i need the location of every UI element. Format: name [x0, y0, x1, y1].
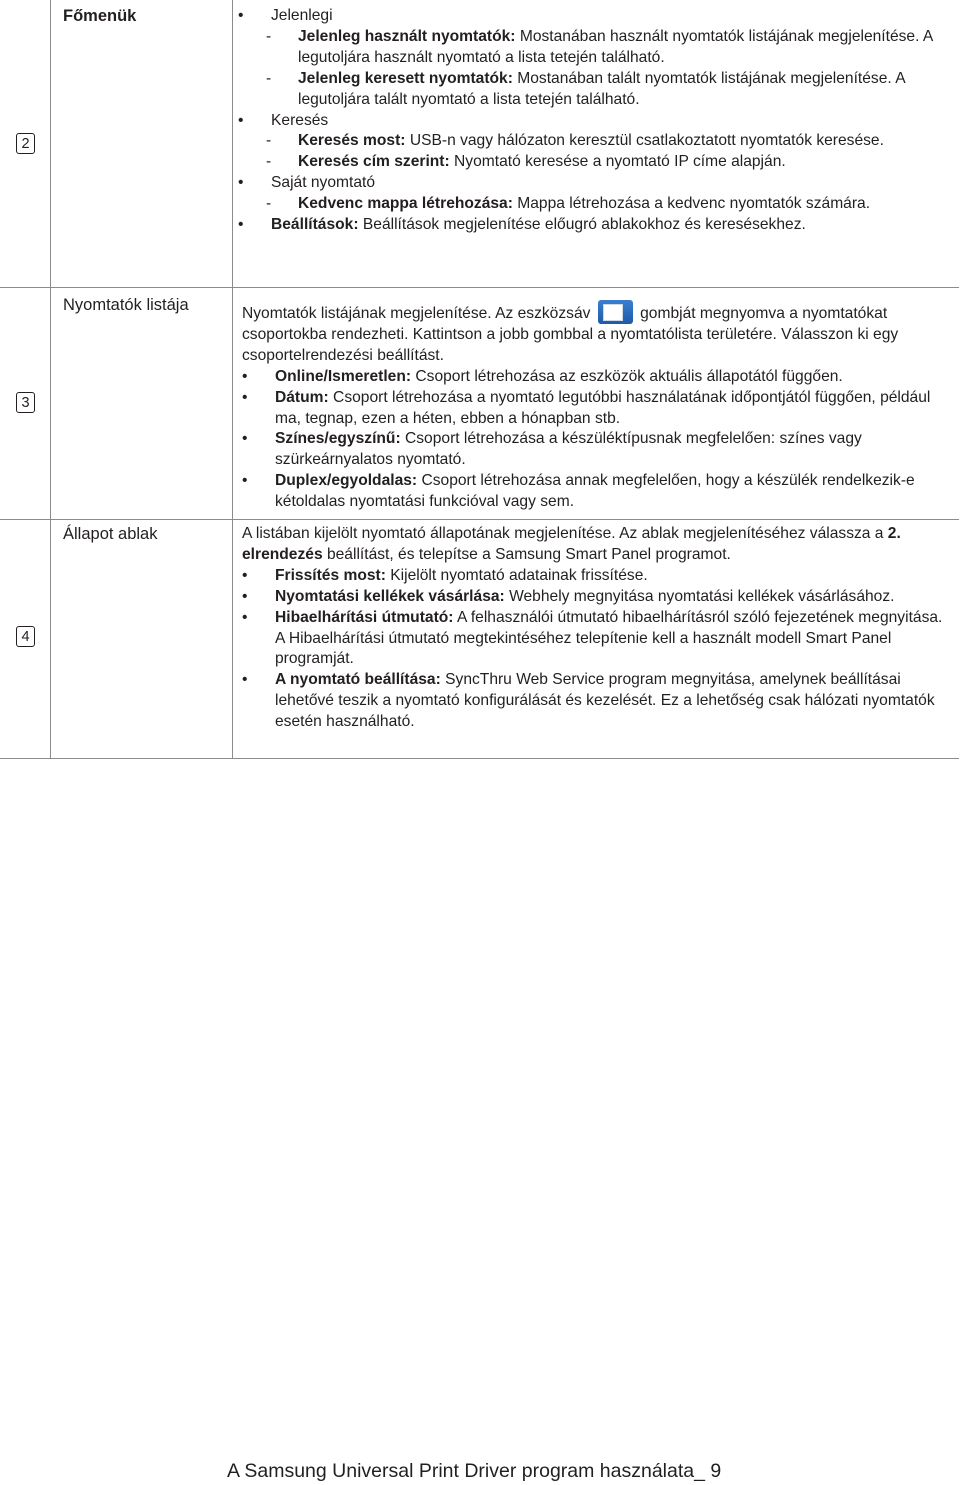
callout-number: 4 — [16, 626, 35, 647]
list-item: - Jelenleg használt nyomtatók: Mostanában használt nyomtatók listájának megjelenítése. A legutoljára használt nyomtató a lista tetején található. — [266, 27, 933, 66]
callout-number: 3 — [16, 392, 35, 413]
list-item: • Dátum: Csoport létrehozása a nyomtató legutóbbi használatának időpontjától függően, például ma, tegnap, ezen a héten, ebben a hónapban stb. — [242, 388, 954, 430]
list-item: - Jelenleg keresett nyomtatók: Mostanában talált nyomtatók listájának megjelenítése. A legutoljára talált nyomtató a lista tetején található. — [266, 69, 905, 108]
row-label: Állapot ablak — [63, 525, 158, 543]
list-item: - Keresés most: USB-n vagy hálózaton keresztül csatlakoztatott nyomtatók keresése. — [266, 132, 884, 150]
list-item: • Saját nyomtató — [238, 173, 950, 194]
list-item: • Duplex/egyoldalas: Csoport létrehozása annak megfelelően, hogy a készülék rendelkezik-e kétoldalas nyomtatási funkcióval vagy sem. — [242, 471, 954, 513]
row-content — [242, 524, 954, 733]
list-item: • Jelenlegi — [238, 6, 950, 27]
list-item: • Online/Ismeretlen: Csoport létrehozása az eszközök aktuális állapotától függően. — [242, 367, 954, 388]
page-footer: A Samsung Universal Print Driver program használata_ 9 — [227, 1460, 722, 1482]
list-item: • Beállítások: Beállítások megjelenítése előugró ablakokhoz és keresésekhez. — [238, 215, 950, 236]
list-item: • Nyomtatási kellékek vásárlása: Webhely megnyitása nyomtatási kellékek vásárlásához. — [242, 587, 954, 608]
row-label: Főmenük — [63, 7, 137, 25]
list-item: • Keresés — [238, 111, 950, 132]
list-item: - Kedvenc mappa létrehozása: Mappa létrehozása a kedvenc nyomtatók számára. — [266, 195, 871, 213]
row-content — [242, 300, 954, 513]
row-label: Nyomtatók listája — [63, 296, 189, 314]
intro-text: A listában kijelölt nyomtató állapotának megjelenítése. Az ablak megjelenítéséhez válassza a 2. elrendezés beállítást, és telepítse a Samsung Smart Panel programot. — [242, 525, 901, 563]
group-layout-icon — [598, 300, 633, 324]
intro-text: Nyomtatók listájának megjelenítése. Az eszközsáv gombját megnyomva a nyomtatókat csoportokba rendezheti. Kattintson a jobb gombbal a nyomtatólista területére. Válasszon ki egy csoportelrendezési beállítást. — [242, 300, 954, 367]
list-item: • Frissítés most: Kijelölt nyomtató adatainak frissítése. — [242, 566, 954, 587]
table-row — [0, 288, 959, 520]
table-row — [0, 520, 959, 759]
list-item: • A nyomtató beállítása: SyncThru Web Service program megnyitása, amelynek beállításai lehetővé teszik a nyomtató konfigurálását és kezelését. Ez a lehetőség csak hálózati nyomtatók esetén használható. — [242, 670, 954, 733]
list-item: • Színes/egyszínű: Csoport létrehozása a készüléktípusnak megfelelően: színes vagy szürkeárnyalatos nyomtató. — [242, 429, 954, 471]
table-row — [0, 0, 959, 288]
callout-number: 2 — [16, 133, 35, 154]
list-item: • Hibaelhárítási útmutató: A felhasználói útmutató hibaelhárításról szóló fejezetének megnyitása. A Hibaelhárítási útmutató megtekintéséhez telepítenie kell a használt modell Smart Panel programját. — [242, 608, 954, 671]
row-content — [238, 6, 950, 236]
list-item: - Keresés cím szerint: Nyomtató keresése a nyomtató IP címe alapján. — [266, 153, 786, 171]
